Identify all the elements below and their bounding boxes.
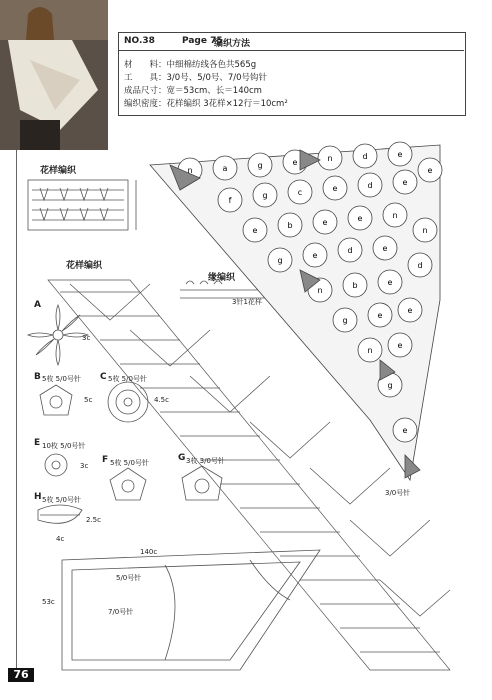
shawl-motif-letter: c: [297, 188, 303, 197]
shawl-motif-letter: e: [407, 306, 413, 315]
size-label: 成品尺寸：: [124, 86, 167, 96]
method-title: 编织方法: [214, 39, 251, 49]
shawl-motif-letter: n: [327, 154, 333, 163]
motif-h-diagram: [38, 505, 82, 523]
motif-e-label: E: [34, 438, 41, 448]
shawl-motif-letter: d: [367, 181, 373, 190]
dim-inner2: 5/0号针: [116, 574, 142, 582]
shawl-motif-letter: e: [387, 278, 393, 287]
materials-value: 中细棉纺线各色共565g: [166, 60, 257, 70]
dim-c: 4.5c: [154, 396, 169, 404]
motif-f-diagram: [110, 468, 146, 500]
dim-b: 5c: [84, 396, 93, 404]
shawl-motif-letter: d: [347, 246, 353, 255]
shawl-motif-letter: n: [187, 166, 193, 175]
shawl-motif-letter: e: [377, 311, 383, 320]
shawl-motif-letter: e: [382, 244, 388, 253]
tools-label: 工 具：: [124, 73, 167, 83]
shawl-motif-letter: n: [422, 226, 428, 235]
repeat-note: 3针1花样: [232, 298, 262, 306]
size-value: 宽＝53cm、长＝140cm: [166, 86, 262, 96]
motif-g-note: 3枚 3/0号针: [186, 457, 225, 465]
shawl-motif-letter: d: [362, 152, 368, 161]
materials-label: 材 料：: [124, 60, 167, 70]
shawl-motif-letter: e: [322, 218, 328, 227]
gauge-label: 编织密度：: [124, 99, 167, 109]
shawl-motif-letter: b: [352, 281, 358, 290]
pattern-knit-label-1: 花样编织: [40, 166, 77, 176]
motif-b-label: B: [34, 372, 41, 382]
dim-a: 3c: [82, 334, 91, 342]
shawl-motif-letter: b: [287, 221, 293, 230]
shawl-motif-letter: g: [387, 381, 393, 390]
shawl-motif-letter: g: [277, 256, 283, 265]
shawl-motif-letter: n: [317, 286, 323, 295]
shawl-motif-letter: e: [397, 341, 403, 350]
shawl-layout-diagram: [150, 142, 442, 480]
dim-inner: 7/0号针: [108, 608, 134, 616]
shawl-motif-letter: e: [402, 178, 408, 187]
shawl-schematic: [62, 550, 320, 670]
motif-h-note: 5枚 5/0号针: [42, 496, 81, 504]
shawl-motif-letter: g: [257, 161, 263, 170]
motif-a-label: A: [34, 300, 41, 310]
tools-value: 3/0号、5/0号、7/0号钩针: [166, 73, 268, 83]
motif-e-note: 10枚 5/0号针: [42, 442, 86, 450]
dim-width: 53c: [42, 598, 55, 606]
shawl-motif-letter: n: [367, 346, 373, 355]
shawl-motif-letter: e: [312, 251, 318, 260]
gauge-value: 花样编织 3花样×12行＝10cm²: [166, 99, 288, 109]
shawl-motif-letter: f: [228, 196, 232, 205]
motif-e-diagram: [45, 454, 67, 476]
shawl-motif-letter: e: [397, 150, 403, 159]
motif-b-note: 5枚 5/0号针: [42, 375, 81, 383]
shawl-motif-letter: g: [342, 316, 348, 325]
motif-c-label: C: [100, 372, 107, 382]
dim-length: 140c: [140, 548, 158, 556]
dim-e: 3c: [80, 462, 89, 470]
pattern-swatch-diagram: [28, 180, 136, 230]
motif-c-diagram: [108, 382, 148, 422]
shawl-motif-letter: e: [332, 184, 338, 193]
dim-h: 2.5c: [86, 516, 101, 524]
shawl-motif-letter: d: [417, 261, 423, 270]
pattern-knit-label-2: 花样编织: [66, 261, 103, 271]
page-reference: Page 75: [182, 36, 223, 46]
motif-b-diagram: [40, 385, 72, 415]
motif-a-diagram: [28, 305, 91, 365]
shawl-motif-letter: g: [262, 191, 268, 200]
motif-c-note: 5枚 5/0号针: [108, 375, 147, 383]
shawl-motif-letter: a: [222, 164, 228, 173]
shawl-motif-letter: e: [252, 226, 258, 235]
edge-knit-label: 缘编织: [208, 273, 236, 283]
shawl-motif-letter: e: [292, 158, 298, 167]
motif-g-label: G: [178, 453, 186, 463]
motif-f-label: F: [102, 455, 109, 465]
shawl-motif-letter: e: [357, 214, 363, 223]
motif-h-label: H: [34, 492, 42, 502]
dim-h2: 4c: [56, 535, 65, 543]
page-number: 76: [8, 668, 34, 682]
shawl-motif-letter: n: [392, 211, 398, 220]
shawl-motif-letter: e: [427, 166, 433, 175]
pattern-number: NO.38: [124, 36, 155, 46]
shawl-motif-letter: e: [402, 426, 408, 435]
motif-f-note: 5枚 5/0号针: [110, 459, 149, 467]
needle-note: 3/0号针: [385, 489, 411, 497]
